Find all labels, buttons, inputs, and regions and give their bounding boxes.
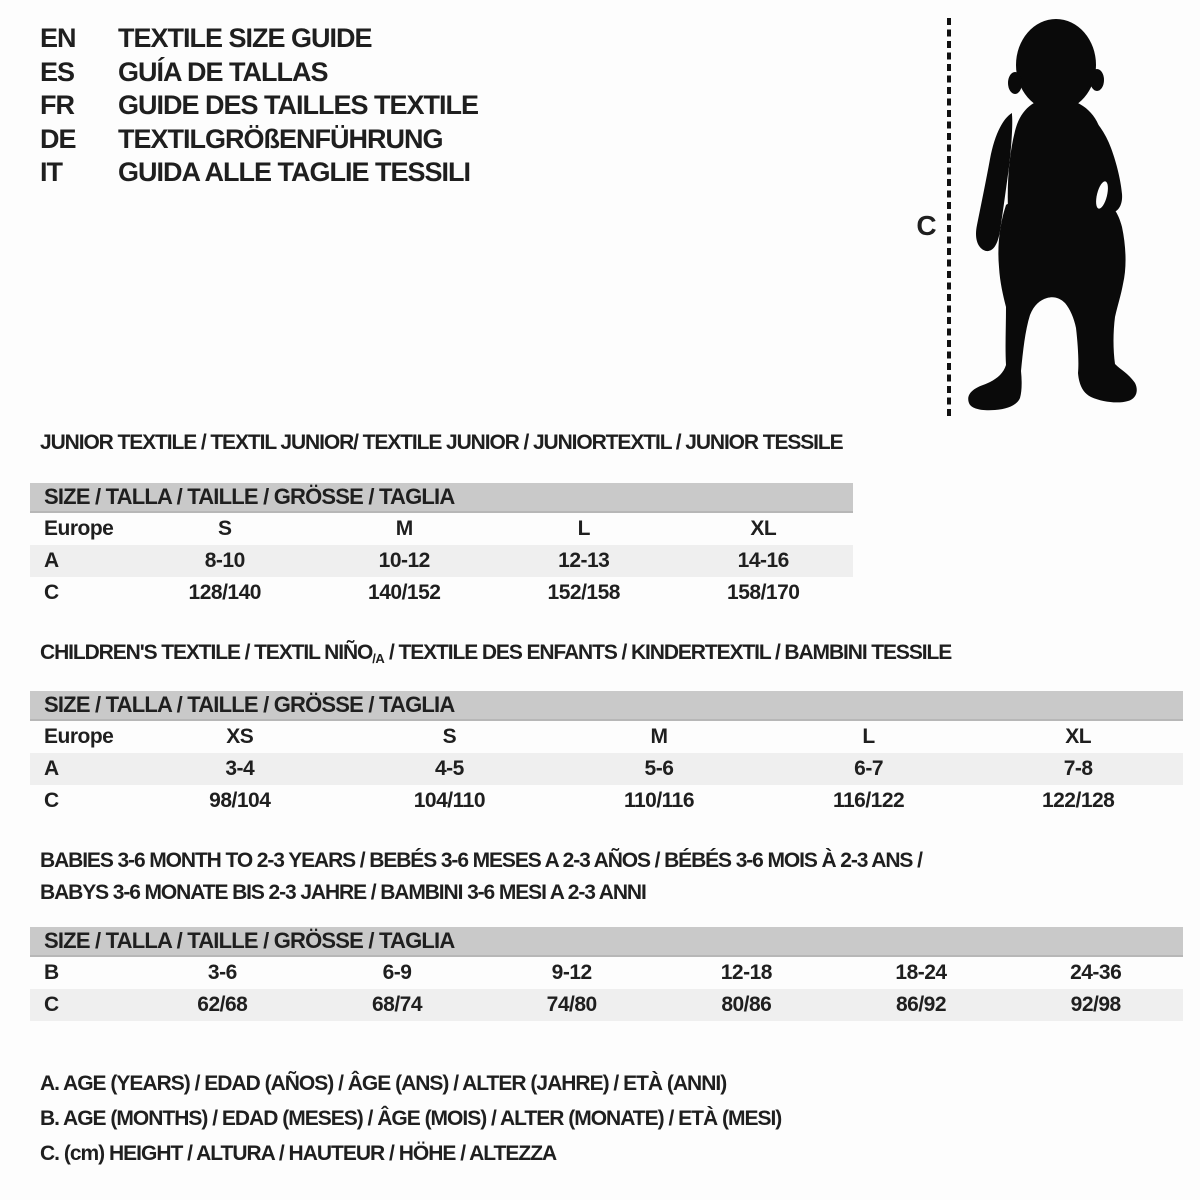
size-cell: 14-16 xyxy=(737,549,789,572)
size-cell: 98/104 xyxy=(209,789,271,812)
language-title-list xyxy=(40,22,478,190)
height-measure-label: C xyxy=(916,210,936,241)
language-code: FR xyxy=(40,90,74,120)
row-label: C xyxy=(44,993,59,1016)
children-title-sub: /A xyxy=(372,651,385,666)
language-row-it xyxy=(40,156,478,190)
language-code: IT xyxy=(40,157,62,187)
size-cell: 122/128 xyxy=(1041,789,1115,812)
size-cell: S xyxy=(442,725,457,748)
language-code: DE xyxy=(40,123,76,154)
size-cell: M xyxy=(395,517,413,540)
junior-section-title: JUNIOR TEXTILE / TEXTIL JUNIOR/ TEXTILE JUNIOR / JUNIORTEXTIL / JUNIOR TESSILE xyxy=(40,431,843,454)
size-cell: XL xyxy=(1065,725,1092,748)
size-cell: 12-18 xyxy=(720,961,772,984)
table-row-height xyxy=(30,989,1183,1021)
size-cell: 116/122 xyxy=(832,789,905,812)
guide-title-en: TEXTILE SIZE GUIDE xyxy=(118,23,372,53)
size-cell: L xyxy=(862,725,875,748)
children-title-main: CHILDREN'S TEXTILE / TEXTIL NIÑO xyxy=(40,641,373,664)
size-cell: 68/74 xyxy=(371,993,423,1016)
size-cell: 158/170 xyxy=(727,581,800,604)
row-label: C xyxy=(44,789,59,812)
babies-section-title xyxy=(40,845,922,909)
size-cell: 4-5 xyxy=(434,757,464,780)
size-cell: 92/98 xyxy=(1070,993,1121,1016)
row-label: Europe xyxy=(44,725,114,748)
row-label: A xyxy=(44,549,59,572)
guide-title-it: GUIDA ALLE TAGLIE TESSILI xyxy=(118,157,470,187)
size-cell: 6-7 xyxy=(854,757,883,780)
children-section-title xyxy=(40,641,951,666)
size-cell: 12-13 xyxy=(558,549,610,572)
size-cell: XS xyxy=(226,725,254,748)
size-cell: 9-12 xyxy=(551,961,592,984)
size-cell: L xyxy=(577,517,590,540)
size-cell: 74/80 xyxy=(546,993,597,1016)
table-row-age-years xyxy=(30,545,853,577)
size-cell: 7-8 xyxy=(1063,757,1093,780)
language-code: EN xyxy=(40,23,76,53)
size-cell: 62/68 xyxy=(197,993,248,1016)
footnote-age-months: B. AGE (MONTHS) / EDAD (MESES) / ÂGE (MOIS) / ALTER (MONATE) / ETÀ (MESI) xyxy=(40,1107,782,1130)
babies-title-line2: BABYS 3-6 MONATE BIS 2-3 JAHRE / BAMBINI 3-6 MESI A 2-3 ANNI xyxy=(40,881,646,904)
babies-size-table xyxy=(30,927,1183,1021)
table-row-age-years xyxy=(30,753,1183,785)
size-cell: 80/86 xyxy=(721,993,772,1016)
language-row-en xyxy=(40,22,478,56)
size-cell: 104/110 xyxy=(413,789,486,812)
row-label: C xyxy=(44,581,59,604)
toddler-silhouette-icon xyxy=(962,13,1142,415)
language-code: ES xyxy=(40,56,75,87)
size-cell: 128/140 xyxy=(188,581,261,604)
table-row-height xyxy=(30,577,853,609)
size-cell: 140/152 xyxy=(368,581,441,604)
footnote-height: C. (cm) HEIGHT / ALTURA / HAUTEUR / HÖHE / ALTEZZA xyxy=(40,1142,557,1165)
language-row-de xyxy=(40,123,478,157)
guide-title-fr: GUIDE DES TAILLES TEXTILE xyxy=(118,90,479,120)
table-row-height xyxy=(30,785,1183,817)
size-cell: S xyxy=(217,517,232,540)
size-cell: 10-12 xyxy=(378,549,430,572)
table-row-europe xyxy=(30,721,1183,753)
junior-size-table xyxy=(30,483,853,609)
size-cell: 110/116 xyxy=(623,789,695,812)
size-cell: 18-24 xyxy=(895,961,947,984)
children-size-table xyxy=(30,691,1183,817)
size-cell: 6-9 xyxy=(382,961,412,984)
table-row-age-months xyxy=(30,957,1183,989)
size-cell: 152/158 xyxy=(547,581,620,604)
row-label: Europe xyxy=(44,517,114,540)
children-title-rest: / TEXTILE DES ENFANTS / KINDERTEXTIL / BAMBINI TESSILE xyxy=(384,641,952,664)
table-row-europe xyxy=(30,513,853,545)
size-cell: 8-10 xyxy=(204,549,245,572)
row-label: B xyxy=(44,961,59,984)
row-label: A xyxy=(44,757,59,780)
size-cell: 24-36 xyxy=(1070,961,1122,984)
size-cell: 3-4 xyxy=(225,757,255,780)
size-cell: 3-6 xyxy=(207,961,237,984)
size-table-header: SIZE / TALLA / TAILLE / GRÖSSE / TAGLIA xyxy=(30,691,1183,721)
size-cell: 86/92 xyxy=(895,993,947,1016)
babies-title-line1: BABIES 3-6 MONTH TO 2-3 YEARS / BEBÉS 3-6 MESES A 2-3 AÑOS / BÉBÉS 3-6 MOIS À 2-3 ANS / xyxy=(40,849,922,872)
size-table-header: SIZE / TALLA / TAILLE / GRÖSSE / TAGLIA xyxy=(30,483,853,513)
guide-title-es: GUÍA DE TALLAS xyxy=(118,56,328,87)
guide-title-de: TEXTILGRÖßENFÜHRUNG xyxy=(118,123,443,154)
size-table-header: SIZE / TALLA / TAILLE / GRÖSSE / TAGLIA xyxy=(30,927,1183,957)
language-row-fr xyxy=(40,89,478,123)
size-cell: 5-6 xyxy=(644,757,674,780)
footnotes xyxy=(40,1066,781,1171)
footnote-age-years: A. AGE (YEARS) / EDAD (AÑOS) / ÂGE (ANS) / ALTER (JAHRE) / ETÀ (ANNI) xyxy=(40,1072,727,1095)
language-row-es xyxy=(40,56,478,90)
height-measure-dashed-line xyxy=(945,16,953,418)
size-cell: XL xyxy=(750,517,777,540)
size-cell: M xyxy=(650,725,668,748)
